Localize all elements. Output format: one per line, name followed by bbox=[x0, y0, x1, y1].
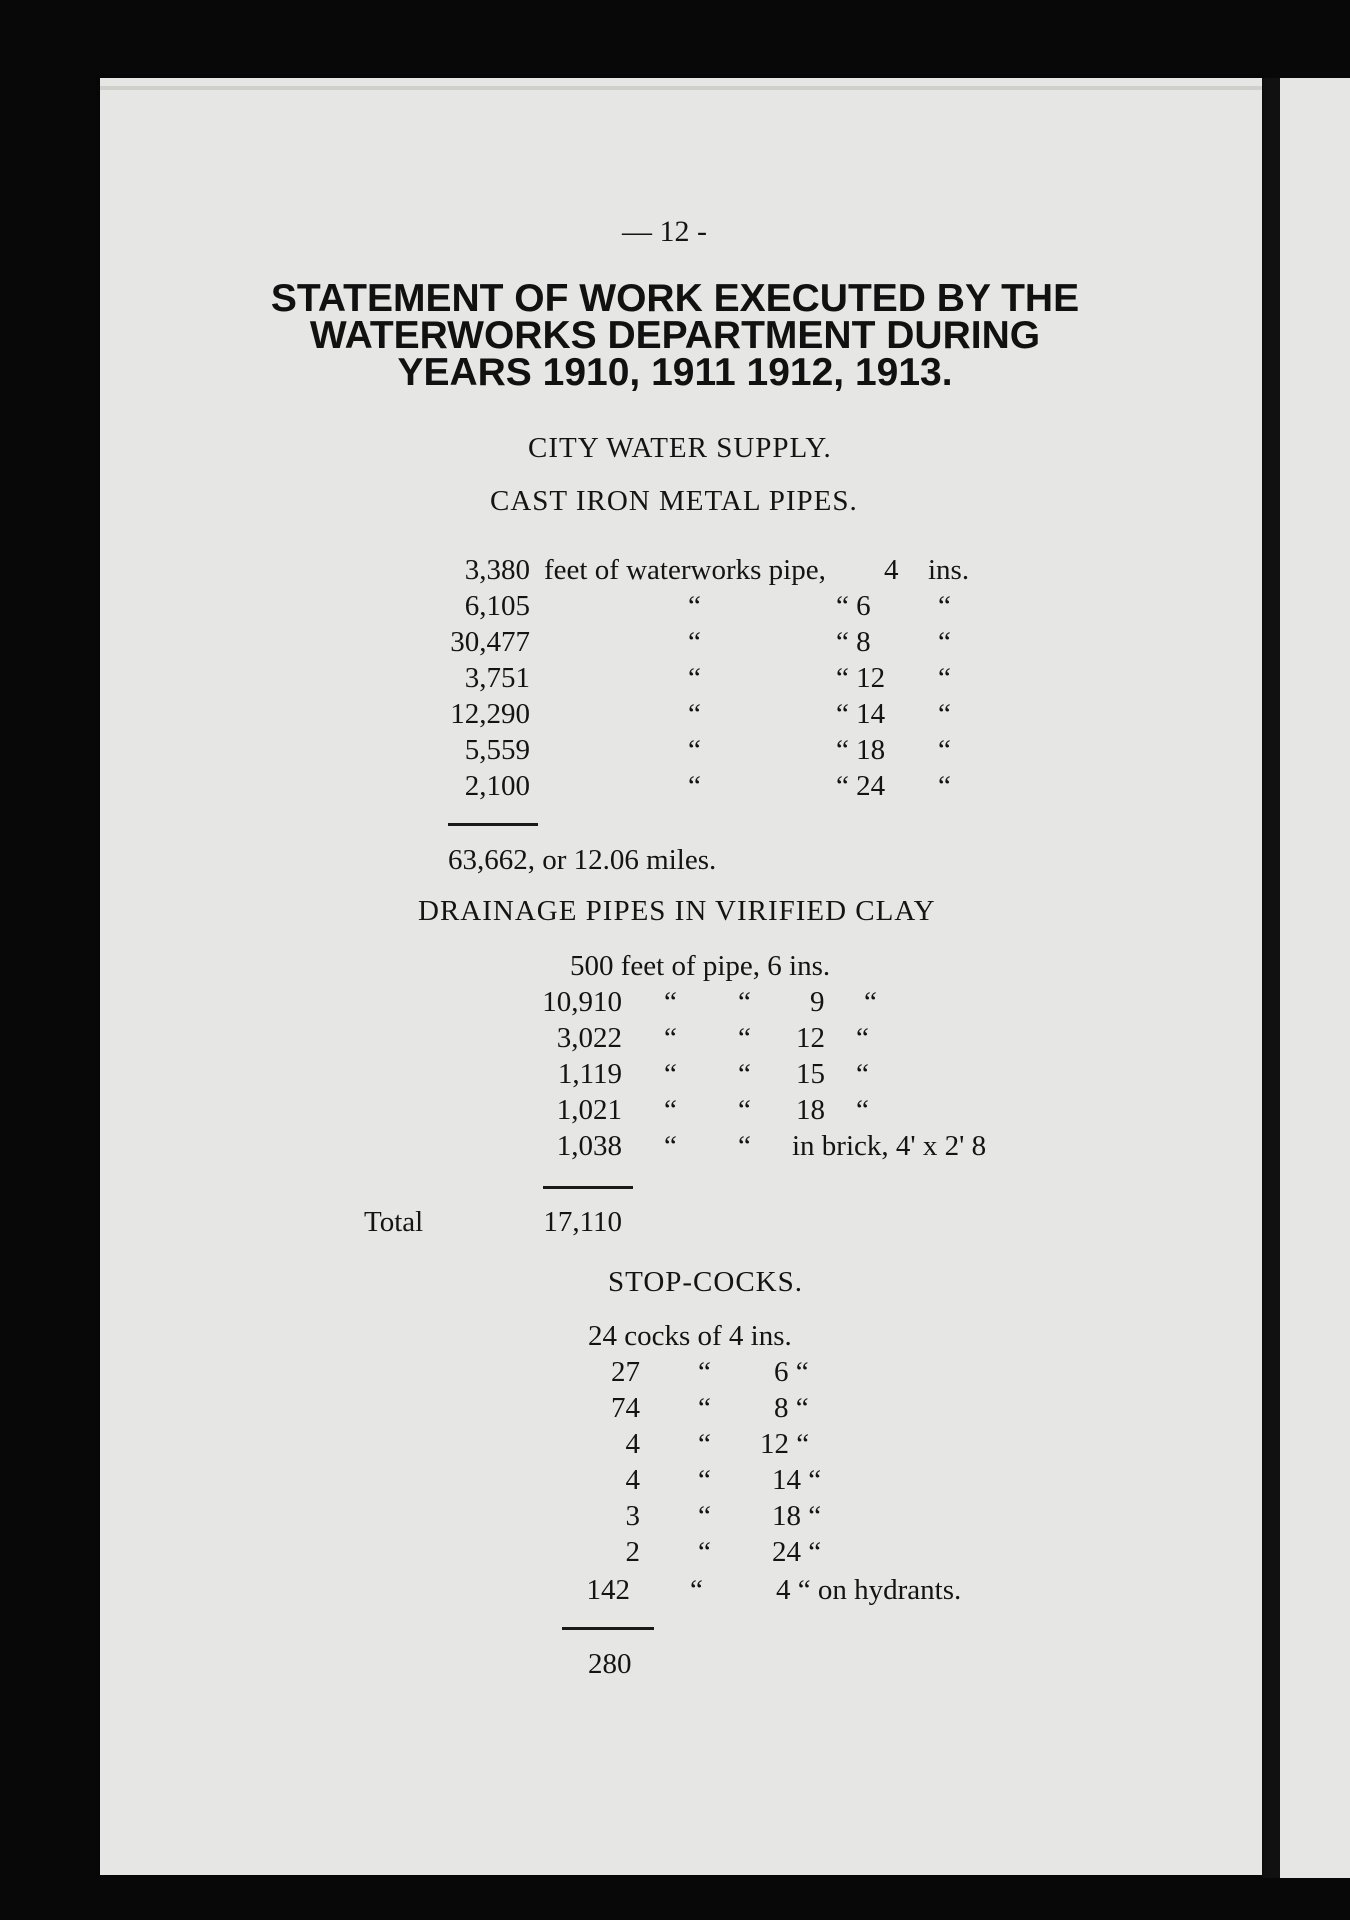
size-cell: 12 “ bbox=[760, 1428, 810, 1460]
ditto-cell: “ bbox=[664, 1058, 677, 1090]
ditto-cell: “ bbox=[664, 986, 677, 1018]
suffix-cell: “ bbox=[856, 1058, 869, 1090]
suffix-cell: “ bbox=[938, 662, 951, 694]
ditto-cell: “ bbox=[698, 1356, 711, 1388]
qty-cell: 3,380 bbox=[464, 554, 530, 586]
size-cell: “ 14 bbox=[836, 698, 886, 730]
ditto-cell: “ bbox=[688, 698, 701, 730]
suffix-cell: “ bbox=[856, 1022, 869, 1054]
qty-cell: 10,910 bbox=[542, 986, 622, 1018]
size-cell: 15 bbox=[796, 1058, 825, 1090]
qty-cell: 27 bbox=[611, 1356, 640, 1388]
qty-cell: 6,105 bbox=[464, 590, 530, 622]
ditto-cell: “ bbox=[738, 986, 751, 1018]
title-line-2: WATERWORKS DEPARTMENT DURING bbox=[309, 314, 1041, 357]
size-cell: “ 12 bbox=[836, 662, 886, 694]
drainage-total-label: Total bbox=[364, 1206, 424, 1238]
ditto-cell: “ bbox=[664, 1022, 677, 1054]
stopcocks-total: 280 bbox=[588, 1648, 632, 1680]
size-cell: 12 bbox=[796, 1022, 825, 1054]
size-cell: 9 bbox=[810, 986, 825, 1018]
qty-cell: 2 bbox=[625, 1536, 640, 1568]
page-title bbox=[180, 277, 1170, 394]
size-cell: 14 “ bbox=[772, 1464, 822, 1496]
size-cell: 24 “ bbox=[772, 1536, 822, 1568]
city-water-heading: CITY WATER SUPPLY. bbox=[528, 432, 832, 464]
qty-cell: 1,119 bbox=[557, 1058, 622, 1090]
stopcocks-heading: STOP-COCKS. bbox=[608, 1266, 803, 1298]
qty-cell: 3,751 bbox=[464, 662, 530, 694]
drainage-first-row: 500 feet of pipe, 6 ins. bbox=[570, 950, 831, 982]
ditto-cell: “ bbox=[698, 1536, 711, 1568]
size-cell: 8 “ bbox=[774, 1392, 809, 1424]
ditto-cell: “ bbox=[698, 1392, 711, 1424]
qty-cell: 4 bbox=[625, 1464, 640, 1496]
cast-iron-heading: CAST IRON METAL PIPES. bbox=[490, 485, 858, 517]
size-cell: 4 “ on hydrants. bbox=[776, 1574, 962, 1606]
ditto-cell: “ bbox=[664, 1130, 677, 1162]
size-cell: 18 bbox=[796, 1094, 825, 1126]
drainage-total-value: 17,110 bbox=[543, 1206, 622, 1238]
facing-page-edge bbox=[1280, 78, 1350, 1878]
qty-cell: 74 bbox=[611, 1392, 640, 1424]
suffix-cell: “ bbox=[938, 770, 951, 802]
qty-cell: 3 bbox=[625, 1500, 640, 1532]
stopcocks-first-row: 24 cocks of 4 ins. bbox=[588, 1320, 792, 1352]
ditto-cell: “ bbox=[688, 626, 701, 658]
suffix-cell: “ bbox=[938, 698, 951, 730]
size-cell: “ 18 bbox=[836, 734, 886, 766]
ditto-cell: “ bbox=[738, 1094, 751, 1126]
qty-cell: 1,038 bbox=[556, 1130, 622, 1162]
suffix-cell: “ bbox=[856, 1094, 869, 1126]
ditto-cell: “ bbox=[690, 1574, 703, 1606]
drainage-heading: DRAINAGE PIPES IN VIRIFIED CLAY bbox=[418, 895, 936, 927]
stopcocks-total-rule bbox=[562, 1627, 654, 1630]
cast-iron-total-rule bbox=[448, 823, 538, 826]
cast-iron-total: 63,662, or 12.06 miles. bbox=[448, 844, 717, 876]
page-number: — 12 - bbox=[622, 215, 707, 248]
ditto-cell: “ bbox=[688, 662, 701, 694]
ditto-cell: “ bbox=[688, 770, 701, 802]
size-cell: 4 bbox=[884, 554, 899, 586]
ditto-cell: “ bbox=[698, 1464, 711, 1496]
qty-cell: 5,559 bbox=[464, 734, 530, 766]
ditto-cell: “ bbox=[738, 1022, 751, 1054]
suffix-cell: “ bbox=[864, 986, 877, 1018]
title-line-3: YEARS 1910, 1911 1912, 1913. bbox=[397, 351, 953, 394]
drainage-total-rule bbox=[543, 1186, 633, 1189]
size-cell: in brick, 4' x 2' 8 bbox=[792, 1130, 987, 1162]
size-cell: 6 “ bbox=[774, 1356, 809, 1388]
ditto-cell: “ bbox=[738, 1058, 751, 1090]
suffix-cell: “ bbox=[938, 626, 951, 658]
ditto-cell: “ bbox=[738, 1130, 751, 1162]
qty-cell: 3,022 bbox=[556, 1022, 622, 1054]
size-cell: “ 24 bbox=[836, 770, 886, 802]
ditto-cell: “ bbox=[698, 1500, 711, 1532]
qty-cell: 12,290 bbox=[450, 698, 530, 730]
qty-cell: 30,477 bbox=[450, 626, 530, 658]
qty-cell: 2,100 bbox=[464, 770, 530, 802]
book-binding bbox=[1262, 78, 1280, 1878]
suffix-cell: “ bbox=[938, 590, 951, 622]
ditto-cell: “ bbox=[688, 734, 701, 766]
ditto-cell: “ bbox=[698, 1428, 711, 1460]
ditto-cell: “ bbox=[664, 1094, 677, 1126]
ditto-cell: “ bbox=[688, 590, 701, 622]
size-cell: 18 “ bbox=[772, 1500, 822, 1532]
qty-cell: 4 bbox=[625, 1428, 640, 1460]
qty-cell: 142 bbox=[586, 1574, 630, 1606]
size-cell: “ 6 bbox=[836, 590, 871, 622]
size-cell: “ 8 bbox=[836, 626, 871, 658]
title-line-1: STATEMENT OF WORK EXECUTED BY THE bbox=[270, 277, 1080, 320]
qty-cell: 1,021 bbox=[556, 1094, 622, 1126]
page-top-edge bbox=[100, 86, 1262, 90]
unit-cell: feet of waterworks pipe, bbox=[544, 554, 826, 586]
suffix-cell: ins. bbox=[928, 554, 970, 586]
suffix-cell: “ bbox=[938, 734, 951, 766]
